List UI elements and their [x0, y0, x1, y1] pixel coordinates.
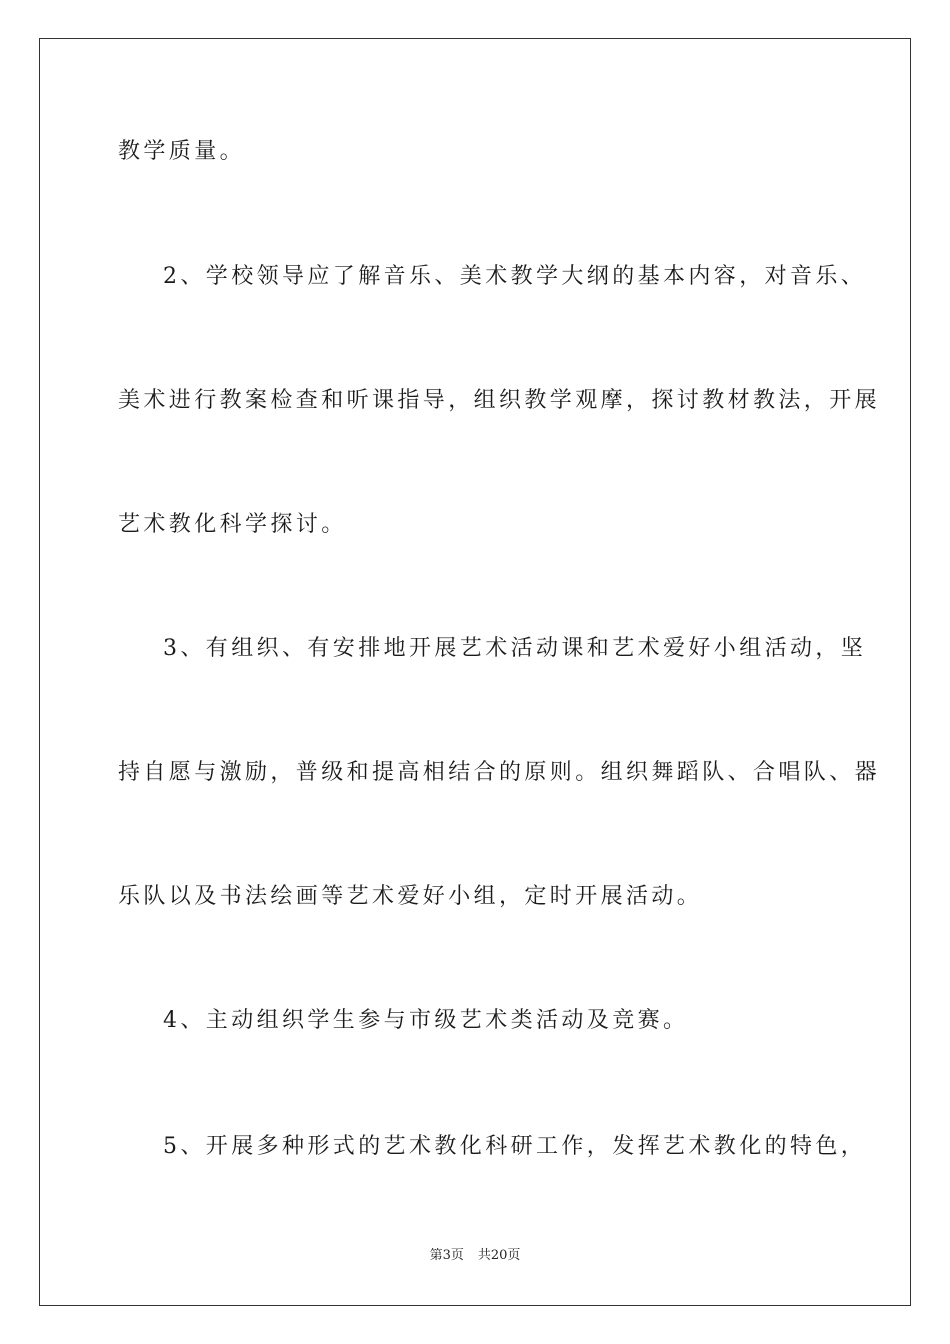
text-line-7: 乐队以及书法绘画等艺术爱好小组，定时开展活动。 — [118, 884, 703, 909]
text-line-1: 教学质量。 — [118, 139, 246, 164]
page-footer — [0, 1247, 950, 1265]
page-border — [39, 38, 911, 1306]
text-line-2: 2、学校领导应了解音乐、美术教学大纲的基本内容，对音乐、 — [163, 264, 867, 289]
text-line-5: 3、有组织、有安排地开展艺术活动课和艺术爱好小组活动，坚 — [163, 636, 867, 661]
text-line-8: 4、主动组织学生参与市级艺术类活动及竞赛。 — [163, 1008, 689, 1033]
page-number: 第3页 — [429, 1248, 464, 1263]
text-line-4: 艺术教化科学探讨。 — [118, 512, 347, 537]
text-line-9: 5、开展多种形式的艺术教化科研工作，发挥艺术教化的特色， — [163, 1134, 867, 1159]
page-total: 共20页 — [477, 1248, 521, 1263]
text-line-6: 持自愿与激励，普级和提高相结合的原则。组织舞蹈队、合唱队、器 — [118, 760, 881, 785]
text-line-3: 美术进行教案检查和听课指导，组织教学观摩，探讨教材教法，开展 — [118, 388, 881, 413]
